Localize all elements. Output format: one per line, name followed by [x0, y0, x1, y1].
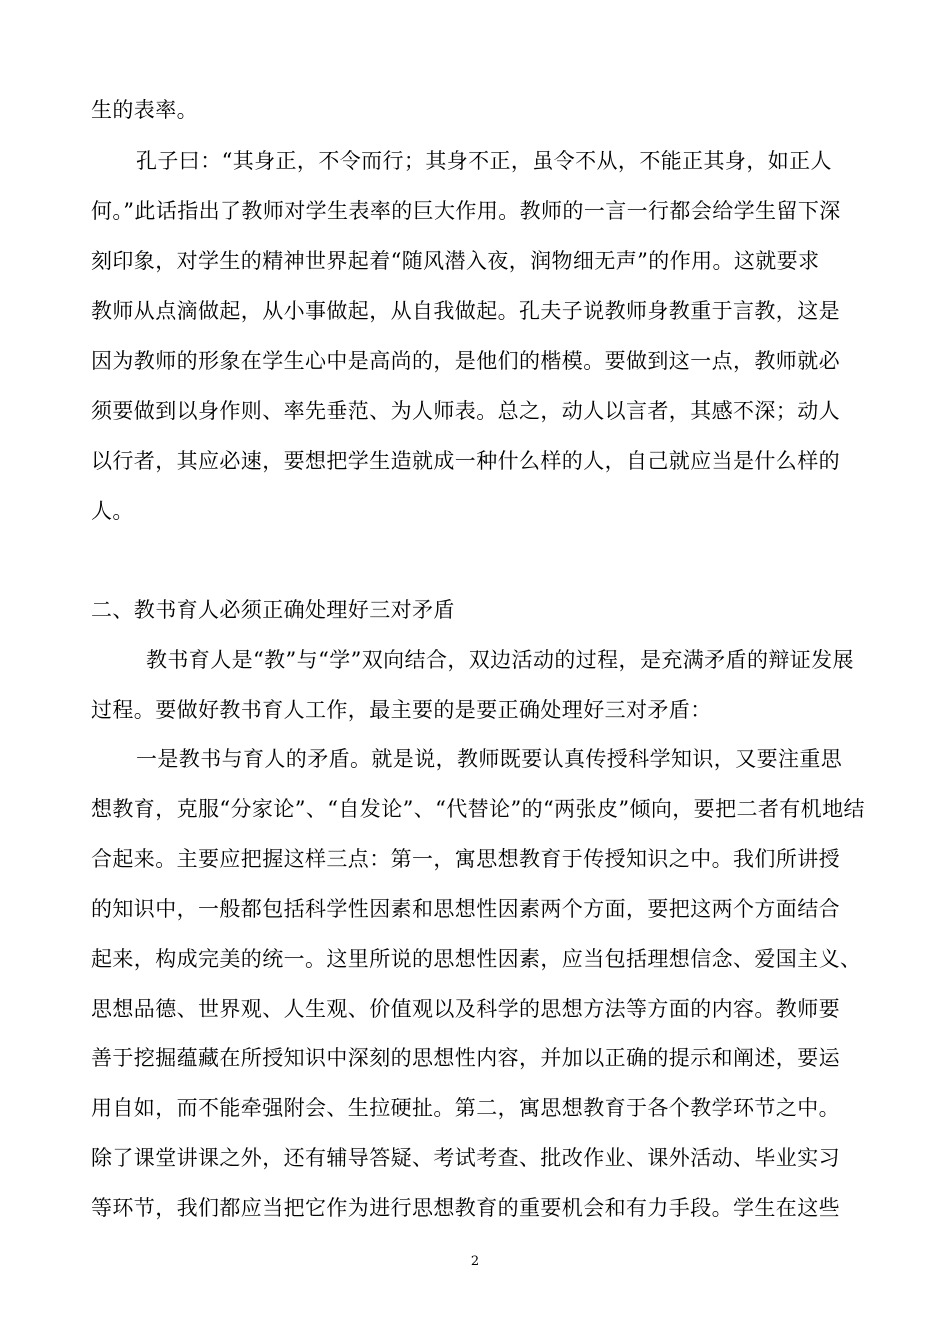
- section-heading: 二、教书育人必须正确处理好三对矛盾: [91, 598, 455, 622]
- paragraph-line: 教书育人是“教”与“学”双向结合，双边活动的过程，是充满矛盾的辩证发展: [146, 648, 854, 672]
- paragraph-line: 起来，构成完美的统一。这里所说的思想性因素，应当包括理想信念、爱国主义、: [91, 947, 862, 971]
- page-number: 2: [470, 1254, 480, 1269]
- paragraph-line: 用自如，而不能牵强附会、生拉硬扯。第二，寓思想教育于各个教学环节之中。: [91, 1096, 840, 1120]
- paragraph-line: 因为教师的形象在学生心中是高尚的，是他们的楷模。要做到这一点，教师就必: [91, 349, 840, 373]
- paragraph-line: 一是教书与育人的矛盾。就是说，教师既要认真传授科学知识，又要注重思: [136, 747, 843, 771]
- paragraph-line: 除了课堂讲课之外，还有辅导答疑、考试考查、批改作业、课外活动、毕业实习: [91, 1146, 840, 1170]
- paragraph-line: 何。”此话指出了教师对学生表率的巨大作用。教师的一言一行都会给学生留下深: [91, 199, 841, 223]
- paragraph-line: 教师从点滴做起，从小事做起，从自我做起。孔夫子说教师身教重于言教，这是: [91, 299, 840, 323]
- paragraph-line: 生的表率。: [91, 98, 198, 122]
- paragraph-line: 孔子曰：“其身正，不令而行；其身不正，虽令不从，不能正其身，如正人: [136, 149, 832, 173]
- paragraph-line: 想教育，克服“分家论”、“自发论”、“代替论”的“两张皮”倾向，要把二者有机地结: [91, 797, 865, 821]
- paragraph-line: 刻印象，对学生的精神世界起着“随风潜入夜，润物细无声”的作用。这就要求: [91, 249, 820, 273]
- paragraph-line: 的知识中，一般都包括科学性因素和思想性因素两个方面，要把这两个方面结合: [91, 897, 840, 921]
- paragraph-line: 思想品德、世界观、人生观、价值观以及科学的思想方法等方面的内容。教师要: [91, 997, 840, 1021]
- paragraph-line: 须要做到以身作则、率先垂范、为人师表。总之，动人以言者，其感不深；动人: [91, 399, 840, 423]
- paragraph-line: 过程。要做好教书育人工作，最主要的是要正确处理好三对矛盾：: [91, 698, 712, 722]
- paragraph-line: 等环节，我们都应当把它作为进行思想教育的重要机会和有力手段。学生在这些: [91, 1196, 840, 1220]
- paragraph-line: 善于挖掘蕴藏在所授知识中深刻的思想性内容，并加以正确的提示和阐述，要运: [91, 1046, 840, 1070]
- paragraph-line: 以行者，其应必速，要想把学生造就成一种什么样的人，自己就应当是什么样的: [91, 449, 840, 473]
- paragraph-line: 合起来。主要应把握这样三点：第一，寓思想教育于传授知识之中。我们所讲授: [91, 847, 840, 871]
- paragraph-line: 人。: [91, 499, 134, 523]
